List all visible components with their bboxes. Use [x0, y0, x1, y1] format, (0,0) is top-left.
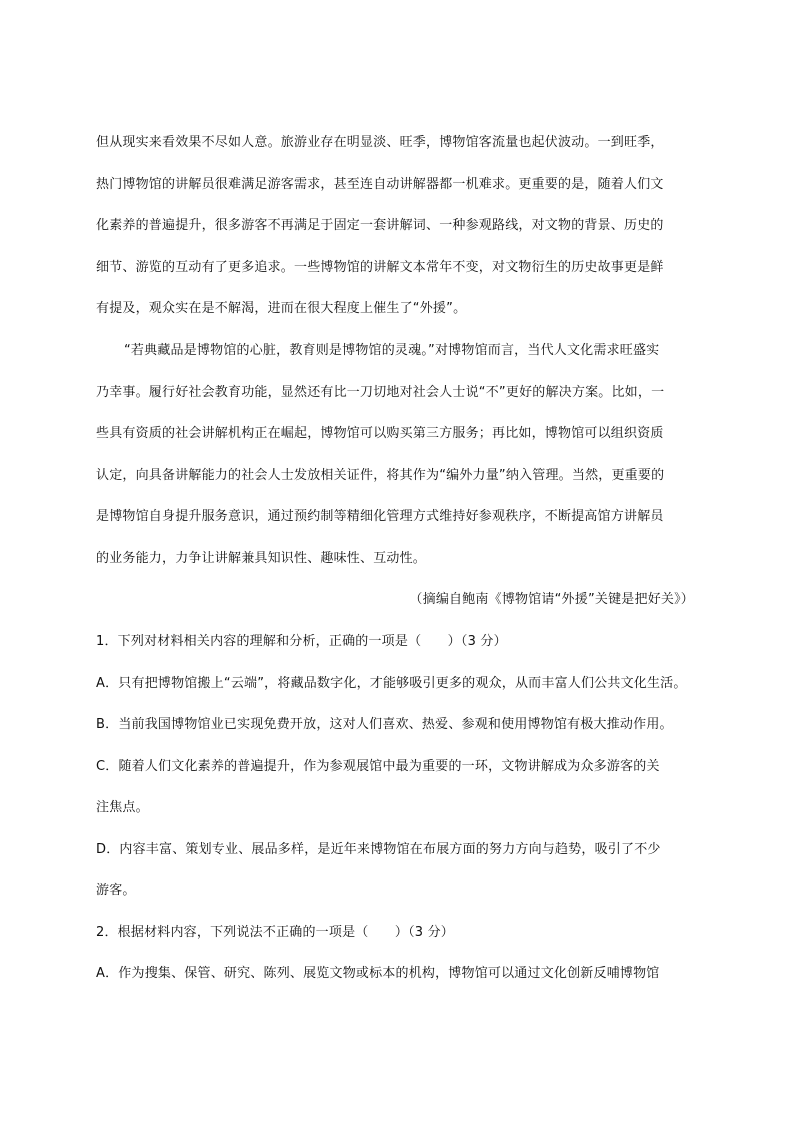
passage-line: 细节、游览的互动有了更多追求。一些博物馆的讲解文本常年不变，对文物衍生的历史故事更是鲜 [96, 260, 664, 275]
question-2-stem: 2．根据材料内容，下列说法不正确的一项是（ ）（3 分） [96, 925, 454, 940]
passage-line: 的业务能力，力争让讲解兼具知识性、趣味性、互动性。 [96, 551, 427, 566]
passage-line: 热门博物馆的讲解员很难满足游客需求，甚至连自动讲解器都一机难求。更重要的是，随着人们文 [96, 177, 664, 192]
question-1-stem: 1．下列对材料相关内容的理解和分析，正确的一项是（ ）（3 分） [96, 634, 507, 649]
passage-line: 认定，向具备讲解能力的社会人士发放相关证件，将其作为“编外力量”纳入管理。当然，更重要的 [96, 468, 665, 483]
passage-line: 但从现实来看效果不尽如人意。旅游业存在明显淡、旺季，博物馆客流量也起伏波动。一到旺季， [96, 135, 664, 150]
source-citation: （摘编自鲍南《博物馆请“外援”关键是把好关》） [409, 592, 694, 607]
passage-line: “若典藏品是博物馆的心脏，教育则是博物馆的灵魂。”对博物馆而言，当代人文化需求旺盛实 [124, 343, 660, 358]
question-1-option-c: C．随着人们文化素养的普遍提升，作为参观展馆中最为重要的一环，文物讲解成为众多游客的关 [96, 759, 660, 774]
passage-line: 些具有资质的社会讲解机构正在崛起，博物馆可以购买第三方服务；再比如，博物馆可以组织资质 [96, 426, 664, 441]
passage-line: 化素养的普遍提升，很多游客不再满足于固定一套讲解词、一种参观路线，对文物的背景、历史的 [96, 218, 664, 233]
question-2-option-a: A．作为搜集、保管、研究、陈列、展览文物或标本的机构，博物馆可以通过文化创新反哺博物馆 [96, 966, 660, 981]
question-1-option-c-continued: 注焦点。 [96, 800, 149, 815]
question-1-option-d: D．内容丰富、策划专业、展品多样，是近年来博物馆在布展方面的努力方向与趋势，吸引了不少 [96, 842, 661, 857]
passage-line: 是博物馆自身提升服务意识，通过预约制等精细化管理方式维持好参观秩序，不断提高馆方讲解员 [96, 509, 664, 524]
question-1-option-b: B．当前我国博物馆业已实现免费开放，这对人们喜欢、热爱、参观和使用博物馆有极大推动作用。 [96, 717, 673, 732]
passage-line: 有提及，观众实在是不解渴，进而在很大程度上催生了“外援”。 [96, 301, 467, 316]
passage-line: 乃幸事。履行好社会教育功能，显然还有比一刀切地对社会人士说“不”更好的解决方案。比如，一 [96, 385, 665, 400]
question-1-option-a: A．只有把博物馆搬上“云端”，将藏品数字化，才能够吸引更多的观众，从而丰富人们公共文化生活。 [96, 676, 687, 691]
question-1-option-d-continued: 游客。 [96, 883, 136, 898]
